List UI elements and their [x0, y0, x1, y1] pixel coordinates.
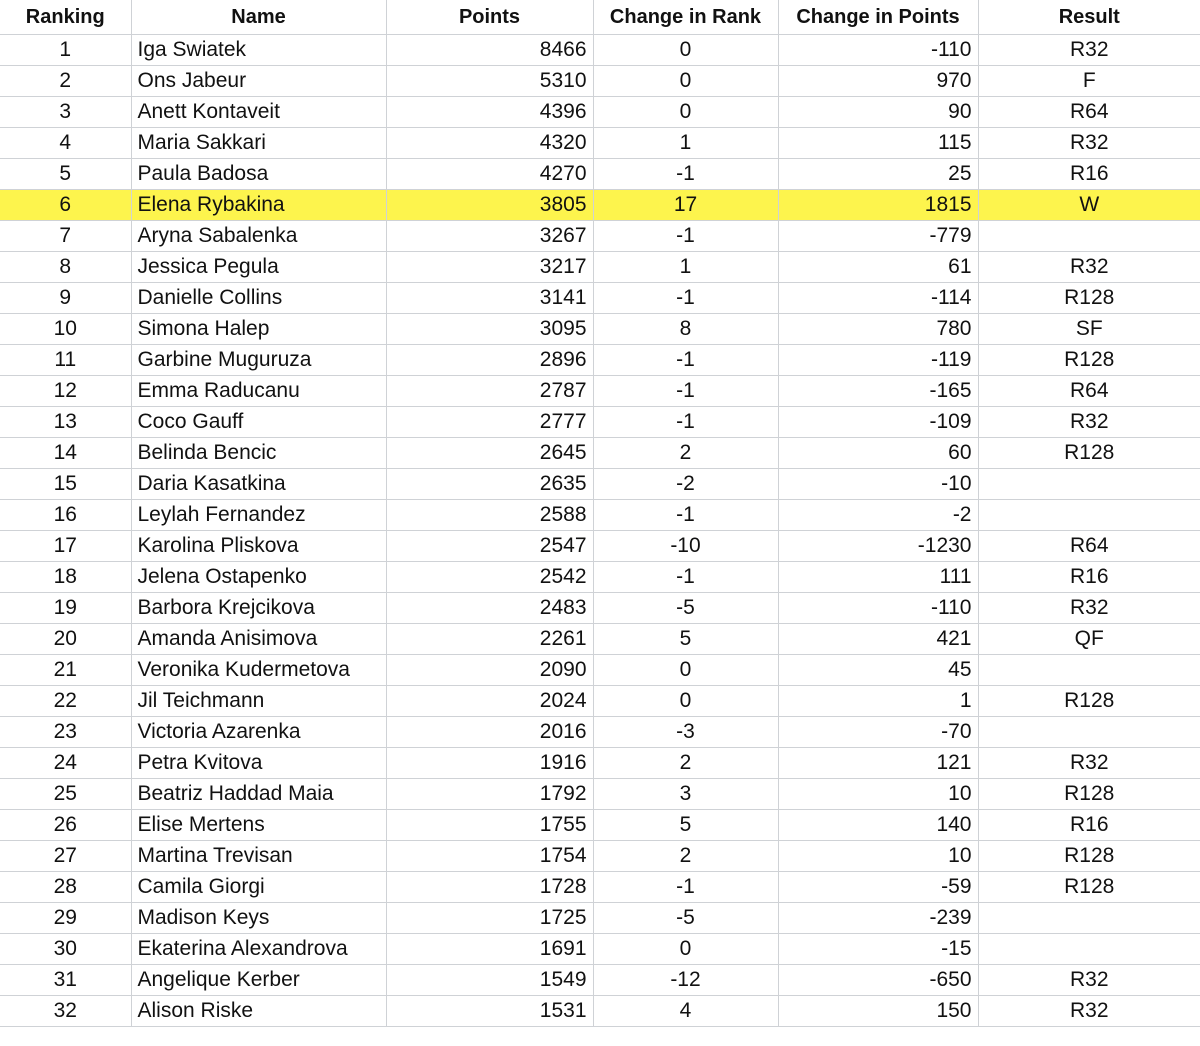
cell-ranking[interactable]: 12: [0, 375, 131, 406]
cell-ranking[interactable]: 15: [0, 468, 131, 499]
cell-name[interactable]: Jil Teichmann: [131, 685, 386, 716]
cell-change-in-points[interactable]: -650: [778, 964, 978, 995]
cell-name[interactable]: Amanda Anisimova: [131, 623, 386, 654]
cell-points[interactable]: 1725: [386, 902, 593, 933]
table-row: [0, 809, 1200, 840]
cell-change-in-points[interactable]: 10: [778, 840, 978, 871]
cell-change-in-points[interactable]: -114: [778, 282, 978, 313]
cell-ranking[interactable]: 7: [0, 220, 131, 251]
cell-result[interactable]: R32: [978, 251, 1200, 282]
table-row: [0, 995, 1200, 1026]
cell-name[interactable]: Beatriz Haddad Maia: [131, 778, 386, 809]
cell-ranking[interactable]: 19: [0, 592, 131, 623]
cell-name[interactable]: Elise Mertens: [131, 809, 386, 840]
cell-name[interactable]: Simona Halep: [131, 313, 386, 344]
cell-result[interactable]: R16: [978, 561, 1200, 592]
table-row: [0, 127, 1200, 158]
cell-name[interactable]: Danielle Collins: [131, 282, 386, 313]
cell-points[interactable]: 2896: [386, 344, 593, 375]
table-row: [0, 344, 1200, 375]
cell-change-in-rank[interactable]: -10: [593, 530, 778, 561]
cell-change-in-rank[interactable]: -1: [593, 375, 778, 406]
cell-points[interactable]: 2090: [386, 654, 593, 685]
cell-change-in-rank[interactable]: -1: [593, 220, 778, 251]
header-change-in-rank[interactable]: Change in Rank: [593, 0, 778, 34]
cell-change-in-rank[interactable]: 0: [593, 685, 778, 716]
cell-ranking[interactable]: 31: [0, 964, 131, 995]
cell-change-in-points[interactable]: 1815: [778, 189, 978, 220]
cell-points[interactable]: 4396: [386, 96, 593, 127]
cell-name[interactable]: Barbora Krejcikova: [131, 592, 386, 623]
cell-change-in-rank[interactable]: 3: [593, 778, 778, 809]
cell-name[interactable]: Iga Swiatek: [131, 34, 386, 65]
table-row: [0, 34, 1200, 65]
cell-points[interactable]: 1549: [386, 964, 593, 995]
table-row: [0, 251, 1200, 282]
cell-change-in-rank[interactable]: 2: [593, 437, 778, 468]
cell-change-in-points[interactable]: 1: [778, 685, 978, 716]
cell-ranking[interactable]: 5: [0, 158, 131, 189]
cell-name[interactable]: Alison Riske: [131, 995, 386, 1026]
cell-change-in-rank[interactable]: -1: [593, 406, 778, 437]
table-row: [0, 716, 1200, 747]
table-row: [0, 623, 1200, 654]
cell-change-in-rank[interactable]: 0: [593, 65, 778, 96]
cell-change-in-points[interactable]: -239: [778, 902, 978, 933]
cell-points[interactable]: 1754: [386, 840, 593, 871]
cell-ranking[interactable]: 13: [0, 406, 131, 437]
cell-change-in-points[interactable]: 121: [778, 747, 978, 778]
cell-result[interactable]: R32: [978, 592, 1200, 623]
table-row: [0, 871, 1200, 902]
cell-change-in-rank[interactable]: 0: [593, 654, 778, 685]
cell-change-in-points[interactable]: 10: [778, 778, 978, 809]
cell-change-in-rank[interactable]: 17: [593, 189, 778, 220]
cell-change-in-points[interactable]: -10: [778, 468, 978, 499]
cell-name[interactable]: Emma Raducanu: [131, 375, 386, 406]
cell-ranking[interactable]: 27: [0, 840, 131, 871]
cell-result[interactable]: [978, 902, 1200, 933]
cell-points[interactable]: 2787: [386, 375, 593, 406]
cell-ranking[interactable]: 16: [0, 499, 131, 530]
cell-change-in-rank[interactable]: -5: [593, 592, 778, 623]
table-row: [0, 902, 1200, 933]
cell-ranking[interactable]: 28: [0, 871, 131, 902]
table-row: [0, 96, 1200, 127]
cell-change-in-rank[interactable]: -3: [593, 716, 778, 747]
cell-change-in-points[interactable]: 970: [778, 65, 978, 96]
cell-change-in-points[interactable]: -110: [778, 592, 978, 623]
table-row: [0, 313, 1200, 344]
cell-points[interactable]: 5310: [386, 65, 593, 96]
cell-change-in-rank[interactable]: -1: [593, 158, 778, 189]
cell-points[interactable]: 2588: [386, 499, 593, 530]
cell-ranking[interactable]: 4: [0, 127, 131, 158]
cell-points[interactable]: 3805: [386, 189, 593, 220]
cell-ranking[interactable]: 2: [0, 65, 131, 96]
cell-result[interactable]: [978, 716, 1200, 747]
cell-result[interactable]: R32: [978, 995, 1200, 1026]
cell-name[interactable]: Madison Keys: [131, 902, 386, 933]
cell-result[interactable]: QF: [978, 623, 1200, 654]
header-change-in-points[interactable]: Change in Points: [778, 0, 978, 34]
cell-result[interactable]: [978, 654, 1200, 685]
cell-ranking[interactable]: 3: [0, 96, 131, 127]
cell-change-in-rank[interactable]: 4: [593, 995, 778, 1026]
table-row: [0, 468, 1200, 499]
cell-change-in-rank[interactable]: 0: [593, 933, 778, 964]
cell-result[interactable]: [978, 468, 1200, 499]
cell-result[interactable]: W: [978, 189, 1200, 220]
cell-change-in-rank[interactable]: 0: [593, 96, 778, 127]
cell-change-in-points[interactable]: 61: [778, 251, 978, 282]
table-row-highlighted: [0, 189, 1200, 220]
header-ranking[interactable]: Ranking: [0, 0, 131, 34]
cell-ranking[interactable]: 11: [0, 344, 131, 375]
cell-points[interactable]: 4320: [386, 127, 593, 158]
table-row: [0, 65, 1200, 96]
header-points[interactable]: Points: [386, 0, 593, 34]
cell-name[interactable]: Leylah Fernandez: [131, 499, 386, 530]
cell-change-in-rank[interactable]: -1: [593, 282, 778, 313]
table-header: [0, 0, 1200, 34]
cell-change-in-points[interactable]: 421: [778, 623, 978, 654]
cell-name[interactable]: Aryna Sabalenka: [131, 220, 386, 251]
cell-name[interactable]: Anett Kontaveit: [131, 96, 386, 127]
cell-ranking[interactable]: 18: [0, 561, 131, 592]
cell-points[interactable]: 2483: [386, 592, 593, 623]
cell-change-in-points[interactable]: -109: [778, 406, 978, 437]
cell-change-in-points[interactable]: -165: [778, 375, 978, 406]
cell-ranking[interactable]: 24: [0, 747, 131, 778]
cell-result[interactable]: R128: [978, 344, 1200, 375]
cell-change-in-rank[interactable]: 0: [593, 34, 778, 65]
cell-result[interactable]: R16: [978, 809, 1200, 840]
cell-result[interactable]: R128: [978, 778, 1200, 809]
cell-name[interactable]: Jessica Pegula: [131, 251, 386, 282]
cell-ranking[interactable]: 26: [0, 809, 131, 840]
cell-points[interactable]: 2542: [386, 561, 593, 592]
cell-result[interactable]: [978, 933, 1200, 964]
cell-change-in-rank[interactable]: -1: [593, 561, 778, 592]
cell-ranking[interactable]: 1: [0, 34, 131, 65]
table-row: [0, 437, 1200, 468]
table-row: [0, 654, 1200, 685]
cell-ranking[interactable]: 32: [0, 995, 131, 1026]
cell-result[interactable]: R32: [978, 406, 1200, 437]
cell-points[interactable]: 1916: [386, 747, 593, 778]
cell-change-in-rank[interactable]: 2: [593, 840, 778, 871]
cell-change-in-rank[interactable]: -2: [593, 468, 778, 499]
cell-name[interactable]: Maria Sakkari: [131, 127, 386, 158]
cell-change-in-points[interactable]: -1230: [778, 530, 978, 561]
cell-points[interactable]: 2547: [386, 530, 593, 561]
header-row: [0, 0, 1200, 34]
cell-points[interactable]: 1691: [386, 933, 593, 964]
cell-change-in-points[interactable]: 111: [778, 561, 978, 592]
cell-result[interactable]: R128: [978, 437, 1200, 468]
cell-points[interactable]: 1531: [386, 995, 593, 1026]
cell-result[interactable]: R128: [978, 685, 1200, 716]
cell-points[interactable]: 1792: [386, 778, 593, 809]
table-row: [0, 685, 1200, 716]
table-row: [0, 747, 1200, 778]
cell-change-in-points[interactable]: 115: [778, 127, 978, 158]
cell-name[interactable]: Petra Kvitova: [131, 747, 386, 778]
cell-ranking[interactable]: 30: [0, 933, 131, 964]
cell-ranking[interactable]: 8: [0, 251, 131, 282]
cell-name[interactable]: Veronika Kudermetova: [131, 654, 386, 685]
table-row: [0, 530, 1200, 561]
cell-change-in-points[interactable]: -119: [778, 344, 978, 375]
cell-points[interactable]: 3217: [386, 251, 593, 282]
cell-ranking[interactable]: 9: [0, 282, 131, 313]
table-row: [0, 933, 1200, 964]
cell-change-in-points[interactable]: 90: [778, 96, 978, 127]
cell-result[interactable]: R128: [978, 282, 1200, 313]
cell-ranking[interactable]: 23: [0, 716, 131, 747]
table-body: [0, 34, 1200, 1026]
cell-points[interactable]: 4270: [386, 158, 593, 189]
header-name[interactable]: Name: [131, 0, 386, 34]
cell-result[interactable]: [978, 499, 1200, 530]
cell-change-in-points[interactable]: 45: [778, 654, 978, 685]
table-row: [0, 561, 1200, 592]
cell-name[interactable]: Victoria Azarenka: [131, 716, 386, 747]
cell-result[interactable]: F: [978, 65, 1200, 96]
cell-change-in-rank[interactable]: 2: [593, 747, 778, 778]
cell-points[interactable]: 2024: [386, 685, 593, 716]
cell-ranking[interactable]: 17: [0, 530, 131, 561]
cell-name[interactable]: Daria Kasatkina: [131, 468, 386, 499]
cell-name[interactable]: Karolina Pliskova: [131, 530, 386, 561]
cell-change-in-points[interactable]: 150: [778, 995, 978, 1026]
cell-name[interactable]: Ekaterina Alexandrova: [131, 933, 386, 964]
table-row: [0, 406, 1200, 437]
table-row: [0, 592, 1200, 623]
cell-points[interactable]: 3141: [386, 282, 593, 313]
header-result[interactable]: Result: [978, 0, 1200, 34]
cell-result[interactable]: R32: [978, 964, 1200, 995]
cell-change-in-points[interactable]: -110: [778, 34, 978, 65]
cell-name[interactable]: Ons Jabeur: [131, 65, 386, 96]
cell-ranking[interactable]: 25: [0, 778, 131, 809]
cell-points[interactable]: 2777: [386, 406, 593, 437]
table-row: [0, 840, 1200, 871]
cell-result[interactable]: R64: [978, 530, 1200, 561]
cell-name[interactable]: Camila Giorgi: [131, 871, 386, 902]
table-row: [0, 778, 1200, 809]
cell-change-in-points[interactable]: -59: [778, 871, 978, 902]
cell-ranking[interactable]: 10: [0, 313, 131, 344]
cell-name[interactable]: Paula Badosa: [131, 158, 386, 189]
cell-result[interactable]: R64: [978, 96, 1200, 127]
cell-change-in-points[interactable]: 780: [778, 313, 978, 344]
cell-points[interactable]: 2645: [386, 437, 593, 468]
cell-change-in-rank[interactable]: 5: [593, 623, 778, 654]
cell-points[interactable]: 3267: [386, 220, 593, 251]
cell-change-in-points[interactable]: -15: [778, 933, 978, 964]
cell-result[interactable]: R32: [978, 34, 1200, 65]
cell-change-in-rank[interactable]: 1: [593, 251, 778, 282]
cell-change-in-rank[interactable]: -12: [593, 964, 778, 995]
cell-ranking[interactable]: 29: [0, 902, 131, 933]
cell-points[interactable]: 2261: [386, 623, 593, 654]
cell-change-in-points[interactable]: 25: [778, 158, 978, 189]
cell-ranking[interactable]: 6: [0, 189, 131, 220]
cell-name[interactable]: Angelique Kerber: [131, 964, 386, 995]
cell-result[interactable]: R128: [978, 840, 1200, 871]
cell-result[interactable]: [978, 220, 1200, 251]
cell-change-in-rank[interactable]: 8: [593, 313, 778, 344]
cell-name[interactable]: Elena Rybakina: [131, 189, 386, 220]
cell-points[interactable]: 2635: [386, 468, 593, 499]
table-row: [0, 499, 1200, 530]
cell-result[interactable]: R64: [978, 375, 1200, 406]
cell-name[interactable]: Belinda Bencic: [131, 437, 386, 468]
cell-change-in-rank[interactable]: -1: [593, 344, 778, 375]
cell-name[interactable]: Coco Gauff: [131, 406, 386, 437]
cell-change-in-points[interactable]: -70: [778, 716, 978, 747]
cell-result[interactable]: R16: [978, 158, 1200, 189]
cell-points[interactable]: 1728: [386, 871, 593, 902]
cell-change-in-rank[interactable]: -1: [593, 871, 778, 902]
cell-points[interactable]: 3095: [386, 313, 593, 344]
cell-name[interactable]: Garbine Muguruza: [131, 344, 386, 375]
cell-points[interactable]: 1755: [386, 809, 593, 840]
cell-name[interactable]: Martina Trevisan: [131, 840, 386, 871]
cell-change-in-rank[interactable]: -5: [593, 902, 778, 933]
cell-points[interactable]: 2016: [386, 716, 593, 747]
cell-change-in-rank[interactable]: 5: [593, 809, 778, 840]
cell-change-in-rank[interactable]: 1: [593, 127, 778, 158]
cell-change-in-points[interactable]: 140: [778, 809, 978, 840]
cell-change-in-points[interactable]: 60: [778, 437, 978, 468]
cell-change-in-rank[interactable]: -1: [593, 499, 778, 530]
table-row: [0, 282, 1200, 313]
cell-result[interactable]: R32: [978, 127, 1200, 158]
table-row: [0, 220, 1200, 251]
cell-change-in-points[interactable]: -779: [778, 220, 978, 251]
cell-change-in-points[interactable]: -2: [778, 499, 978, 530]
cell-ranking[interactable]: 22: [0, 685, 131, 716]
table-row: [0, 375, 1200, 406]
cell-result[interactable]: SF: [978, 313, 1200, 344]
table-row: [0, 158, 1200, 189]
cell-result[interactable]: R32: [978, 747, 1200, 778]
cell-points[interactable]: 8466: [386, 34, 593, 65]
cell-ranking[interactable]: 20: [0, 623, 131, 654]
table-row: [0, 964, 1200, 995]
cell-name[interactable]: Jelena Ostapenko: [131, 561, 386, 592]
cell-result[interactable]: R128: [978, 871, 1200, 902]
cell-ranking[interactable]: 14: [0, 437, 131, 468]
cell-ranking[interactable]: 21: [0, 654, 131, 685]
